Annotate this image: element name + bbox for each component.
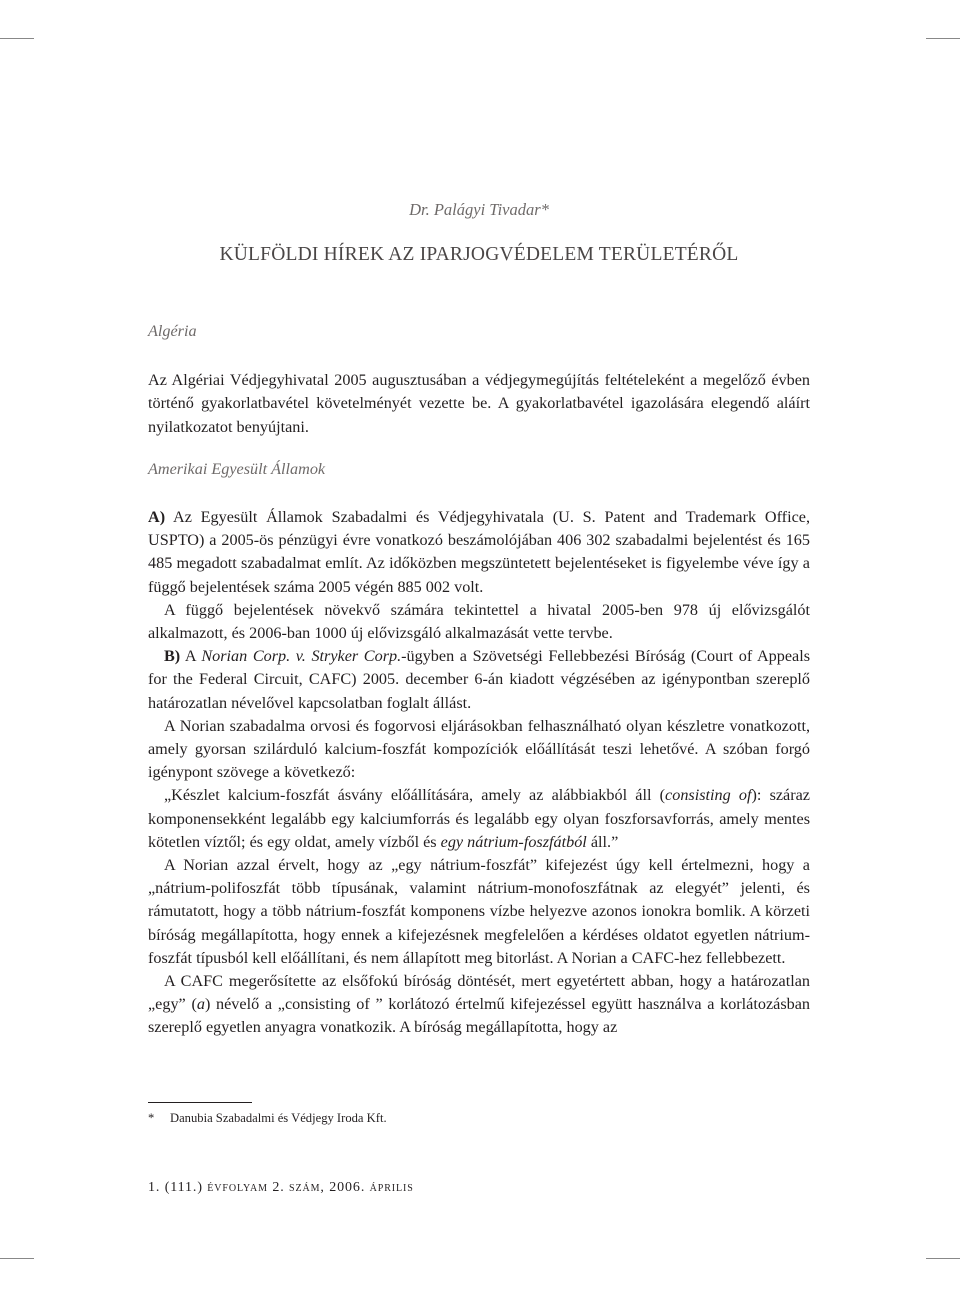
crop-mark-top-left [0,38,34,39]
claim-quote-natrium: egy nátrium-foszfátból [440,832,587,851]
author-line: Dr. Palágyi Tivadar* [409,200,549,219]
item-label-a: A) [148,508,166,527]
case-name: Norian Corp. v. Stryker Corp. [201,647,402,666]
paragraph-usa-a [148,506,810,599]
claim-quote [148,784,810,854]
paragraph-usa-b [148,645,810,715]
claim-quote-part-1: „Készlet kalcium-foszfát ásvány előállítására, amely az alábbiakból áll ( [164,786,666,805]
paragraph-usa-a-2: A függő bejelentések növekvő számára tekintettel a hivatal 2005-ben 978 új elővizsgálót alkalmazott, és 2006-ban 1000 új elővizsgáló alkalmazását vette tervbe. [148,600,810,643]
crop-mark-bottom-right [926,1258,960,1259]
crop-mark-bottom-left [0,1258,34,1259]
article-title: KÜLFÖLDI HÍREK AZ IPARJOGVÉDELEM TERÜLETÉRŐL [219,244,739,265]
section-heading-usa: Amerikai Egyesült Államok [148,459,326,478]
article-body [148,320,810,1040]
footnote-rule [148,1102,252,1103]
paragraph-algeria: Az Algériai Védjegyhivatal 2005 augusztusában a védjegymegújítás feltételeként a megelőző évben történő gyakorlatbavétel követelményét vezette be. A gyakorlatbavétel igazolására elegendő aláírt nyilatkozatot benyújtani. [148,371,810,436]
paragraph-usa-a-text: Az Egyesült Államok Szabadalmi és Védjegyhivatala (U. S. Patent and Trademark Office, USPTO) a 2005-ös pénzügyi évre vonatkozó beszámolójában 406 302 szabadalmi bejelentést és 165 485 megadott szabadalmat említ. Az időközben megszüntetett bejelentéseket is figyelembe véve így a függő bejelentések száma 2005 végén 885 002 volt. [148,508,810,596]
item-label-b: B) [164,647,181,666]
claim-quote-part-3: áll.” [586,832,619,851]
claim-quote-part-2: ): száraz komponensekként legalább egy kalciumforrás és legalább egy olyan foszforsavforrás, amely mentes kötetlen víztől; és egy oldat, amely vízből és [148,786,810,851]
paragraph-cafc [148,970,810,1040]
issue-line: 1. (111.) évfolyam 2. szám, 2006. április [148,1180,414,1195]
paragraph-usa-b-intro: A [184,647,196,666]
claim-quote-consisting: consisting of [665,786,752,805]
paragraph-usa-b-text: -ügyben a Szövetségi Fellebbezési Bíróság (Court of Appeals for the Federal Circuit, CAFC) 2005. december 6-án kiadott végzésében az igénypontban szereplő határozatlan névelővel kapcsolatban foglalt állást. [148,647,811,712]
footnote [148,1109,810,1127]
footnote-mark: * [148,1111,155,1125]
paragraph-norian-patent: A Norian szabadalma orvosi és fogorvosi eljárásokban felhasználható olyan készletre vonatkozott, amely gyorsan szilárduló kalcium-foszfát kompozíciók előállítását teszi lehetővé. A szóban forgó igénypont szövege a következő: [148,716,810,782]
paragraph-cafc-part-1: A CAFC megerősítette az elsőfokú bíróság döntését, mert egyetértett abban, hogy a határozatlan „egy” ( [148,972,810,1014]
crop-mark-top-right [926,38,960,39]
paragraph-cafc-a: a [196,995,205,1014]
paragraph-cafc-part-2: ) névelő a „consisting of ” korlátozó értelmű kifejezéssel együtt használva a korlátozásban szereplő egyetlen anyagra vonatkozik. A bíróság megállapította, hogy az [148,995,810,1037]
section-heading-algeria: Algéria [148,322,197,340]
footnote-text: Danubia Szabadalmi és Védjegy Iroda Kft. [170,1111,387,1125]
paragraph-norian-argument: A Norian azzal érvelt, hogy az „egy nátrium-foszfát” kifejezést úgy kell értelmezni, hogy a „nátrium-polifoszfát több típusának, valamint nátrium-monofoszfátnak az elegyét” jelenti, és rámutatott, hogy a több nátrium-foszfát komponens vízbe helyezve azonos ionokra bomlik. A körzeti bíróság megállapította, hogy ennek a kifejezésnek megfelelően a kérdéses oldatot egyetlen nátrium-foszfát típusból kell előállítani, és nem állapított meg bitorlást. A Norian a CAFC-hez fellebbezett. [148,856,810,967]
